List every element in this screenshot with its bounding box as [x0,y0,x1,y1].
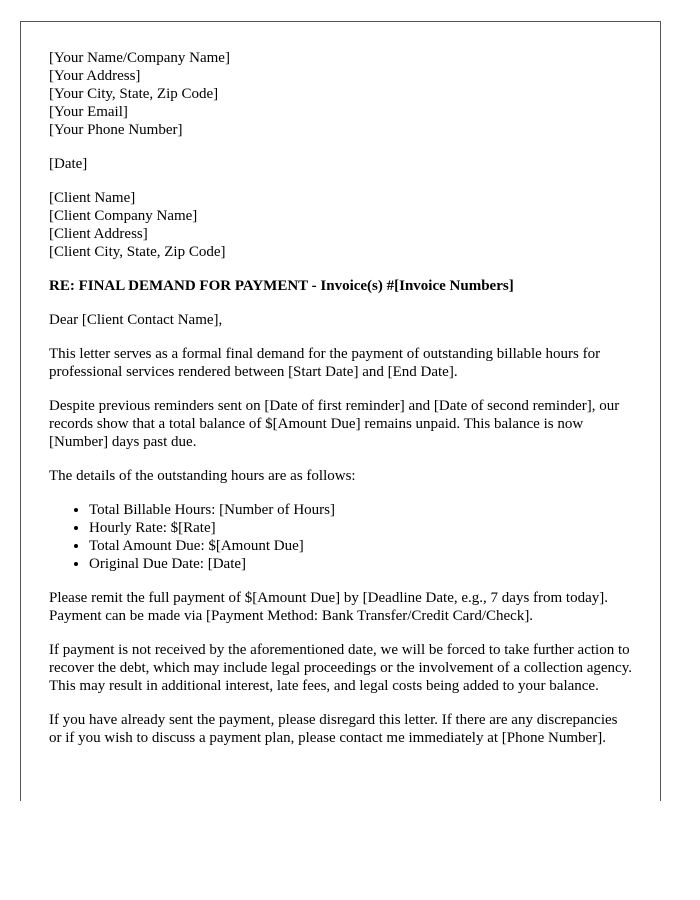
letter-page [20,21,661,801]
recipient-city-state-zip: [Client City, State, Zip Code] [49,244,226,260]
sender-name: [Your Name/Company Name] [49,50,230,66]
recipient-address-block [49,189,632,261]
outstanding-details-list [49,501,632,573]
paragraph-remit: Please remit the full payment of $[Amount Due] by [Deadline Date, e.g., 7 days from today]. Payment can be made via [Payment Method: Bank Transfer/Credit Card/Check]. [49,590,609,624]
recipient-company: [Client Company Name] [49,208,198,224]
list-item: • Total Amount Due: $[Amount Due] [89,537,632,555]
sender-city-state-zip: [Your City, State, Zip Code] [49,86,219,102]
list-item: • Total Billable Hours: [Number of Hours] [89,501,632,519]
recipient-address: [Client Address] [49,226,148,242]
letter-date: [Date] [49,156,88,172]
sender-address: [Your Address] [49,68,141,84]
paragraph-reminders: Despite previous reminders sent on [Date of first reminder] and [Date of second reminder], our records show that a total balance of $[Amount Due] remains unpaid. This balance is now [Number] days past due. [49,398,620,450]
salutation: Dear [Client Contact Name], [49,312,223,328]
paragraph-details-intro: The details of the outstanding hours are as follows: [49,468,356,484]
recipient-name: [Client Name] [49,190,136,206]
paragraph-consequences: If payment is not received by the aforementioned date, we will be forced to take further action to recover the debt, which may include legal proceedings or the involvement of a collection agency. This may result in additional interest, late fees, and legal costs being added to your balance. [49,642,632,694]
list-item: • Original Due Date: [Date] [89,555,632,573]
sender-address-block [49,49,632,139]
paragraph-intro: This letter serves as a formal final demand for the payment of outstanding billable hours for professional services rendered between [Start Date] and [End Date]. [49,346,601,380]
list-item: • Hourly Rate: $[Rate] [89,519,632,537]
paragraph-disregard: If you have already sent the payment, please disregard this letter. If there are any discrepancies or if you wish to discuss a payment plan, please contact me immediately at [Phone Number]. [49,712,618,746]
sender-phone: [Your Phone Number] [49,122,183,138]
sender-email: [Your Email] [49,104,128,120]
subject-line: RE: FINAL DEMAND FOR PAYMENT - Invoice(s) #[Invoice Numbers] [49,278,514,294]
